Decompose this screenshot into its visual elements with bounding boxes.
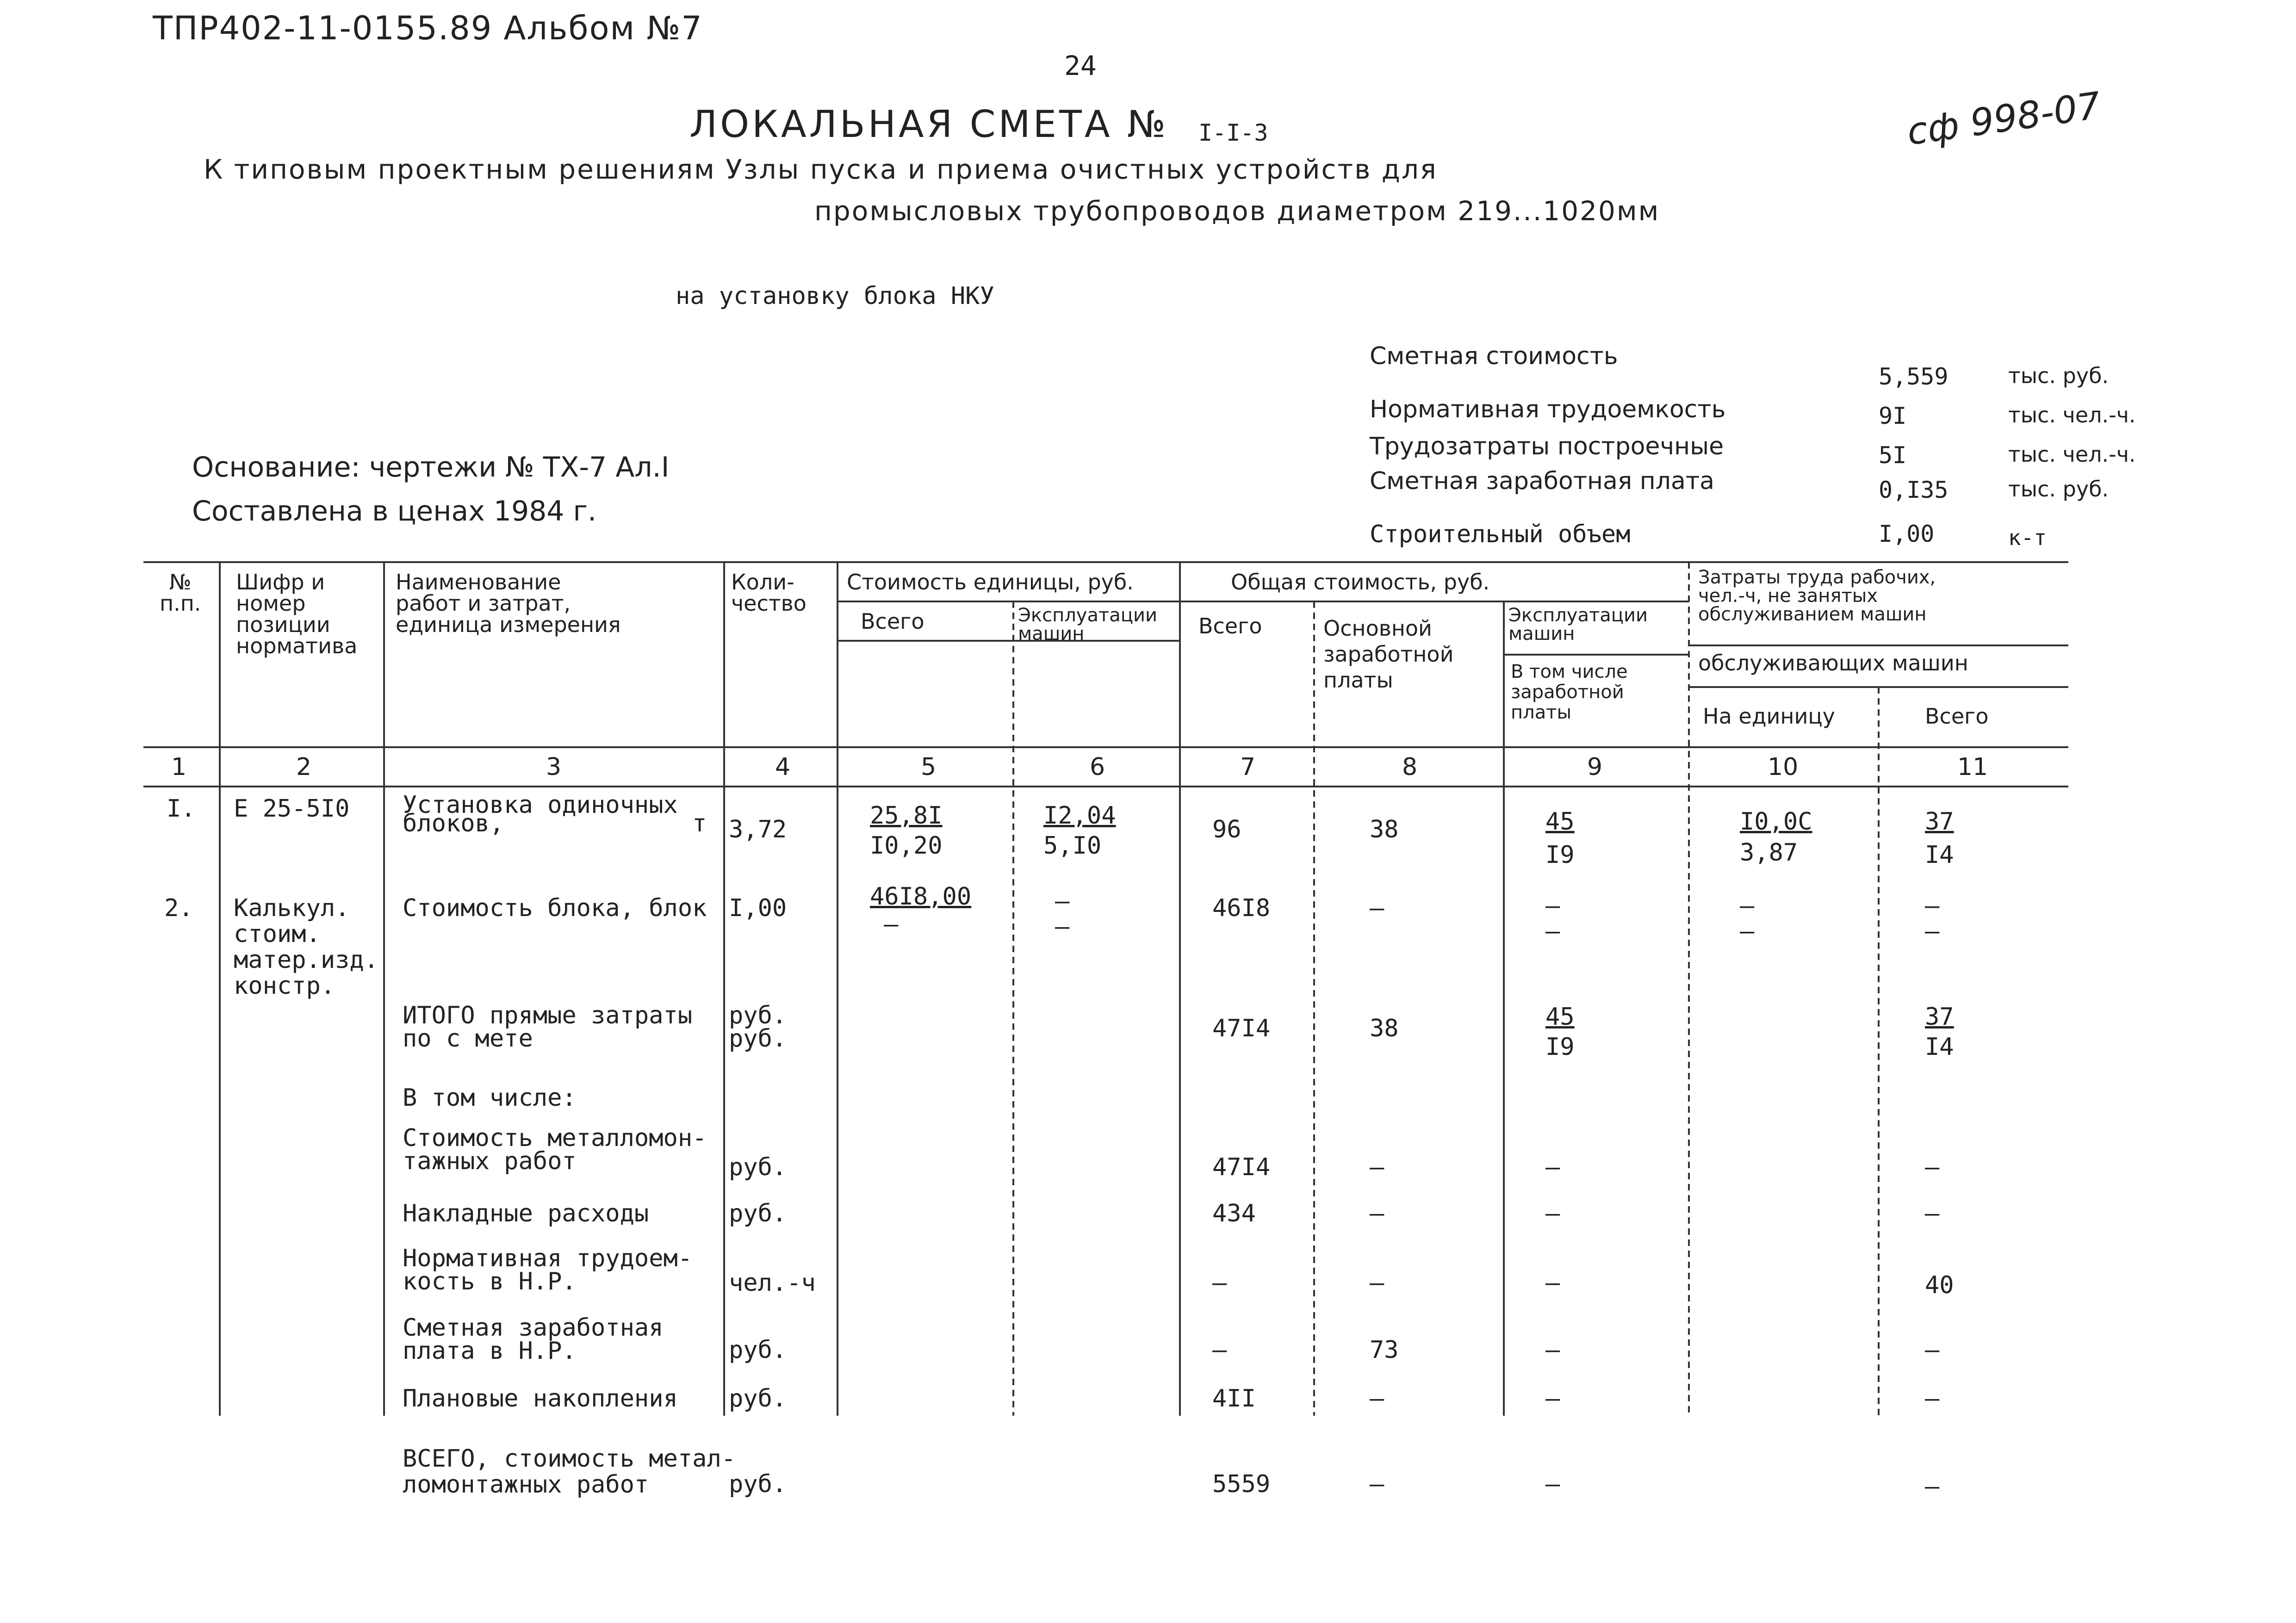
labor-total-machines: – — [1925, 917, 1940, 945]
header-total-machines: Эксплуатации машин — [1508, 605, 1648, 644]
total-cost: 434 — [1212, 1200, 1256, 1227]
machine-cost: – — [1545, 892, 1560, 920]
column-number: 6 — [1090, 753, 1105, 781]
column-number: 10 — [1768, 753, 1799, 781]
labor-total: – — [1925, 1153, 1940, 1181]
machine-cost: – — [1545, 1200, 1560, 1227]
labor-total: – — [1925, 1336, 1940, 1364]
work-name: Сметная заработная плата в Н.Р. — [403, 1314, 664, 1365]
summary-unit: тыс. чел.-ч. — [2008, 442, 2136, 467]
column-number: 7 — [1240, 753, 1256, 781]
total-cost: 4II — [1212, 1385, 1256, 1412]
unit-cost-machines: I2,04 — [1043, 802, 1116, 830]
machine-cost: – — [1545, 1153, 1560, 1181]
header-code: Шифр и номер позиции норматива — [236, 570, 358, 658]
norm-code: Калькул. стоим. матер.изд. констр. — [234, 894, 379, 1000]
summary-value: 0,I35 — [1879, 477, 1948, 503]
header-unit-total: Всего — [861, 609, 925, 634]
unit: руб. — [729, 1470, 787, 1498]
header-number: № п.п. — [160, 570, 201, 616]
quantity: I,00 — [729, 894, 787, 922]
machine-cost: – — [1545, 1470, 1560, 1498]
document-title: ЛОКАЛЬНАЯ СМЕТА № — [689, 103, 1169, 146]
work-name: Стоимость блока, блок — [403, 894, 707, 922]
row-number: I. — [167, 795, 196, 823]
machine-wages: I9 — [1545, 841, 1575, 869]
header-per-unit: На единицу — [1703, 704, 1835, 729]
machine-wages: – — [1545, 917, 1560, 945]
unit: руб. — [729, 1336, 787, 1364]
labor-total: 37 — [1925, 1003, 1954, 1031]
base-wages: – — [1370, 1385, 1384, 1412]
base-wages: – — [1370, 1470, 1384, 1498]
estimate-purpose: на установку блока НКУ — [676, 282, 994, 310]
header-labor-sub: обслуживающих машин — [1698, 650, 1968, 675]
header-unit-machines: Эксплуатации машин — [1018, 605, 1158, 644]
labor-total-machines: I4 — [1925, 1033, 1954, 1061]
total-cost: – — [1212, 1269, 1227, 1297]
machine-cost: – — [1545, 1385, 1560, 1412]
column-number: 2 — [296, 753, 312, 781]
estimate-number: I-I-3 — [1198, 119, 1268, 146]
machine-cost: 45 — [1545, 808, 1575, 836]
machine-cost: 45 — [1545, 1003, 1575, 1031]
header-name: Наименование работ и затрат, единица измерения — [396, 570, 621, 637]
column-number: 11 — [1957, 753, 1988, 781]
unit-cost-machine-wages: – — [1055, 913, 1070, 941]
labor-per-unit-machines: – — [1740, 917, 1755, 945]
header-labor: Затраты труда рабочих, чел.-ч, не занятых обслуживанием машин — [1698, 567, 1936, 625]
row-number: 2. — [164, 894, 193, 922]
total-cost: – — [1212, 1336, 1227, 1364]
base-wages: – — [1370, 1269, 1384, 1297]
summary-value: 9I — [1879, 403, 1907, 429]
total-cost: 47I4 — [1212, 1153, 1271, 1181]
labor-total: 37 — [1925, 808, 1954, 836]
column-number: 8 — [1402, 753, 1418, 781]
summary-unit: к-т — [2008, 525, 2047, 550]
total-cost: 46I8 — [1212, 894, 1271, 922]
total-cost: 5559 — [1212, 1470, 1271, 1498]
page-number: 24 — [1064, 50, 1097, 81]
labor-total-machines: I4 — [1925, 841, 1954, 869]
column-number: 9 — [1587, 753, 1603, 781]
unit-cost-machine-wages: 5,I0 — [1043, 832, 1102, 860]
header-total-cost: Общая стоимость, руб. — [1231, 570, 1490, 595]
summary-label: Сметная заработная плата — [1370, 467, 1714, 495]
machine-wages: I9 — [1545, 1033, 1575, 1061]
unit-cost-machines: – — [1055, 887, 1070, 915]
column-number: 1 — [171, 753, 187, 781]
handwritten-note: сф 998-07 — [1904, 84, 2104, 154]
labor-total: – — [1925, 1200, 1940, 1227]
summary-unit: тыс. руб. — [2008, 363, 2109, 388]
unit-cost-wages: – — [884, 911, 899, 938]
header-unit-cost: Стоимость единицы, руб. — [847, 570, 1134, 595]
summary-label: Сметная стоимость — [1370, 342, 1618, 370]
base-wages: – — [1370, 894, 1384, 922]
labor-total: – — [1925, 1385, 1940, 1412]
base-wages: – — [1370, 1200, 1384, 1227]
summary-unit: тыс. руб. — [2008, 477, 2109, 502]
work-name: ИТОГО прямые затраты по с мете — [403, 1002, 693, 1053]
document-code: ТПР402-11-0155.89 Альбом №7 — [153, 9, 703, 47]
summary-label: Нормативная трудоемкость — [1370, 396, 1726, 423]
work-name: Установка одиночных блоков, т — [403, 791, 707, 837]
base-wages: 73 — [1370, 1336, 1399, 1364]
summary-label: Строительный объем — [1370, 520, 1631, 548]
work-name: В том числе: — [403, 1084, 577, 1112]
basis-line: Основание: чертежи № ТХ-7 Ал.I — [192, 451, 670, 483]
prices-line: Составлена в ценах 1984 г. — [192, 495, 597, 527]
unit-cost-total: 25,8I — [870, 802, 943, 830]
labor-per-unit: – — [1740, 892, 1755, 920]
unit: чел.-ч — [729, 1269, 816, 1297]
machine-cost: – — [1545, 1269, 1560, 1297]
base-wages: – — [1370, 1153, 1384, 1181]
labor-per-unit-machines: 3,87 — [1740, 839, 1798, 867]
unit-cost-total: 46I8,00 — [870, 883, 972, 911]
labor-total: – — [1925, 1473, 1940, 1500]
unit: руб. — [729, 1153, 787, 1181]
summary-unit: тыс. чел.-ч. — [2008, 403, 2136, 427]
total-cost: 47I4 — [1212, 1015, 1271, 1042]
header-incl-wages: В том числе заработной платы — [1511, 661, 1628, 723]
base-wages: 38 — [1370, 816, 1399, 843]
unit-cost-wages: I0,20 — [870, 832, 943, 860]
header-total: Всего — [1198, 613, 1262, 638]
work-name: Накладные расходы — [403, 1200, 649, 1227]
work-name: Плановые накопления — [403, 1385, 678, 1412]
column-number: 5 — [921, 753, 937, 781]
header-labor-total: Всего — [1925, 704, 1989, 729]
header-base-wages: Основной заработной платы — [1323, 616, 1454, 693]
labor-total: – — [1925, 892, 1940, 920]
header-quantity: Коли- чество — [731, 570, 807, 616]
work-name: ВСЕГО, стоимость метал- ломонтажных работ — [403, 1445, 736, 1499]
base-wages: 38 — [1370, 1015, 1399, 1042]
summary-value: I,00 — [1879, 520, 1935, 547]
labor-per-unit: I0,0С — [1740, 808, 1812, 836]
summary-value: 5,559 — [1879, 363, 1948, 390]
work-name: Стоимость металломон- тажных работ — [403, 1124, 707, 1175]
column-number: 4 — [775, 753, 791, 781]
unit: руб. руб. — [729, 1002, 787, 1053]
labor-total: 40 — [1925, 1271, 1954, 1299]
unit: руб. — [729, 1385, 787, 1412]
summary-value: 5I — [1879, 442, 1907, 469]
unit: руб. — [729, 1200, 787, 1227]
column-number: 3 — [546, 753, 562, 781]
total-cost: 96 — [1212, 816, 1241, 843]
summary-label: Трудозатраты построечные — [1370, 433, 1724, 460]
subtitle-line1: К типовым проектным решениям Узлы пуска и приема очистных устройств для — [204, 154, 1438, 185]
norm-code: Е 25-5I0 — [234, 795, 350, 823]
work-name: Нормативная трудоем- кость в Н.Р. — [403, 1245, 693, 1295]
subtitle-line2: промысловых трубопроводов диаметром 219...1020мм — [814, 195, 1660, 227]
quantity: 3,72 — [729, 816, 787, 843]
machine-cost: – — [1545, 1336, 1560, 1364]
